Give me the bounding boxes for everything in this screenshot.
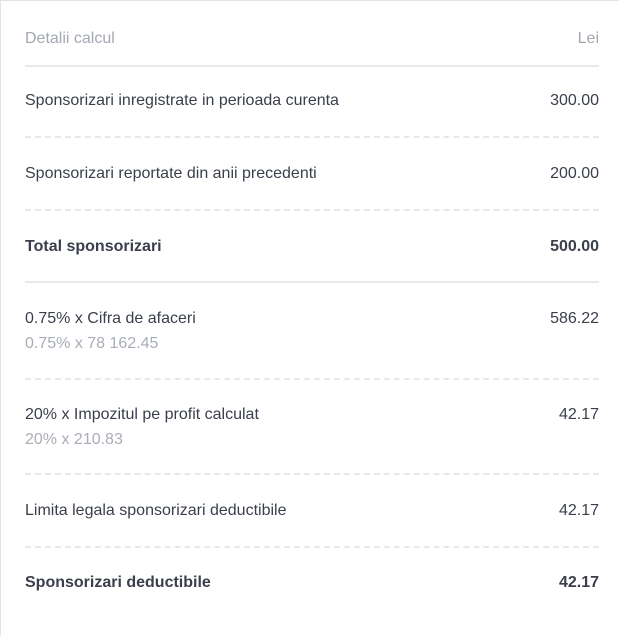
row-sublabel: 0.75% x 78 162.45 (25, 335, 159, 352)
row-sublabel: 20% x 210.83 (25, 431, 123, 448)
row-value: 300.00 (550, 92, 599, 109)
row-label: Sponsorizari deductibile (25, 574, 211, 591)
row-value: 42.17 (558, 574, 599, 591)
row-deductible-sponsorships (25, 574, 599, 592)
row-value: 500.00 (550, 238, 599, 255)
row-legal-limit (25, 502, 599, 520)
row-label: Total sponsorizari (25, 238, 162, 255)
row-divider (25, 473, 599, 475)
row-label: Limita legala sponsorizari deductibile (25, 502, 287, 519)
row-value: 200.00 (550, 165, 599, 182)
row-profit-tax-limit (25, 406, 599, 449)
row-label: 0.75% x Cifra de afaceri (25, 310, 196, 327)
header-currency: Lei (577, 30, 599, 47)
row-divider (25, 378, 599, 380)
table-header (25, 1, 599, 67)
row-total-sponsorships (25, 238, 599, 256)
row-value: 42.17 (558, 502, 599, 519)
row-carried-sponsorships (25, 165, 599, 183)
row-value: 586.22 (550, 310, 599, 327)
row-value: 42.17 (558, 406, 599, 423)
row-label: Sponsorizari reportate din anii precedenti (25, 165, 317, 182)
row-divider (25, 546, 599, 548)
row-label: Sponsorizari inregistrate in perioada curenta (25, 92, 339, 109)
row-divider (25, 136, 599, 138)
row-divider (25, 209, 599, 211)
row-current-sponsorships (25, 92, 599, 110)
section-divider (25, 281, 599, 283)
row-label: 20% x Impozitul pe profit calculat (25, 406, 259, 423)
row-turnover-limit (25, 310, 599, 353)
header-title: Detalii calcul (25, 30, 115, 47)
